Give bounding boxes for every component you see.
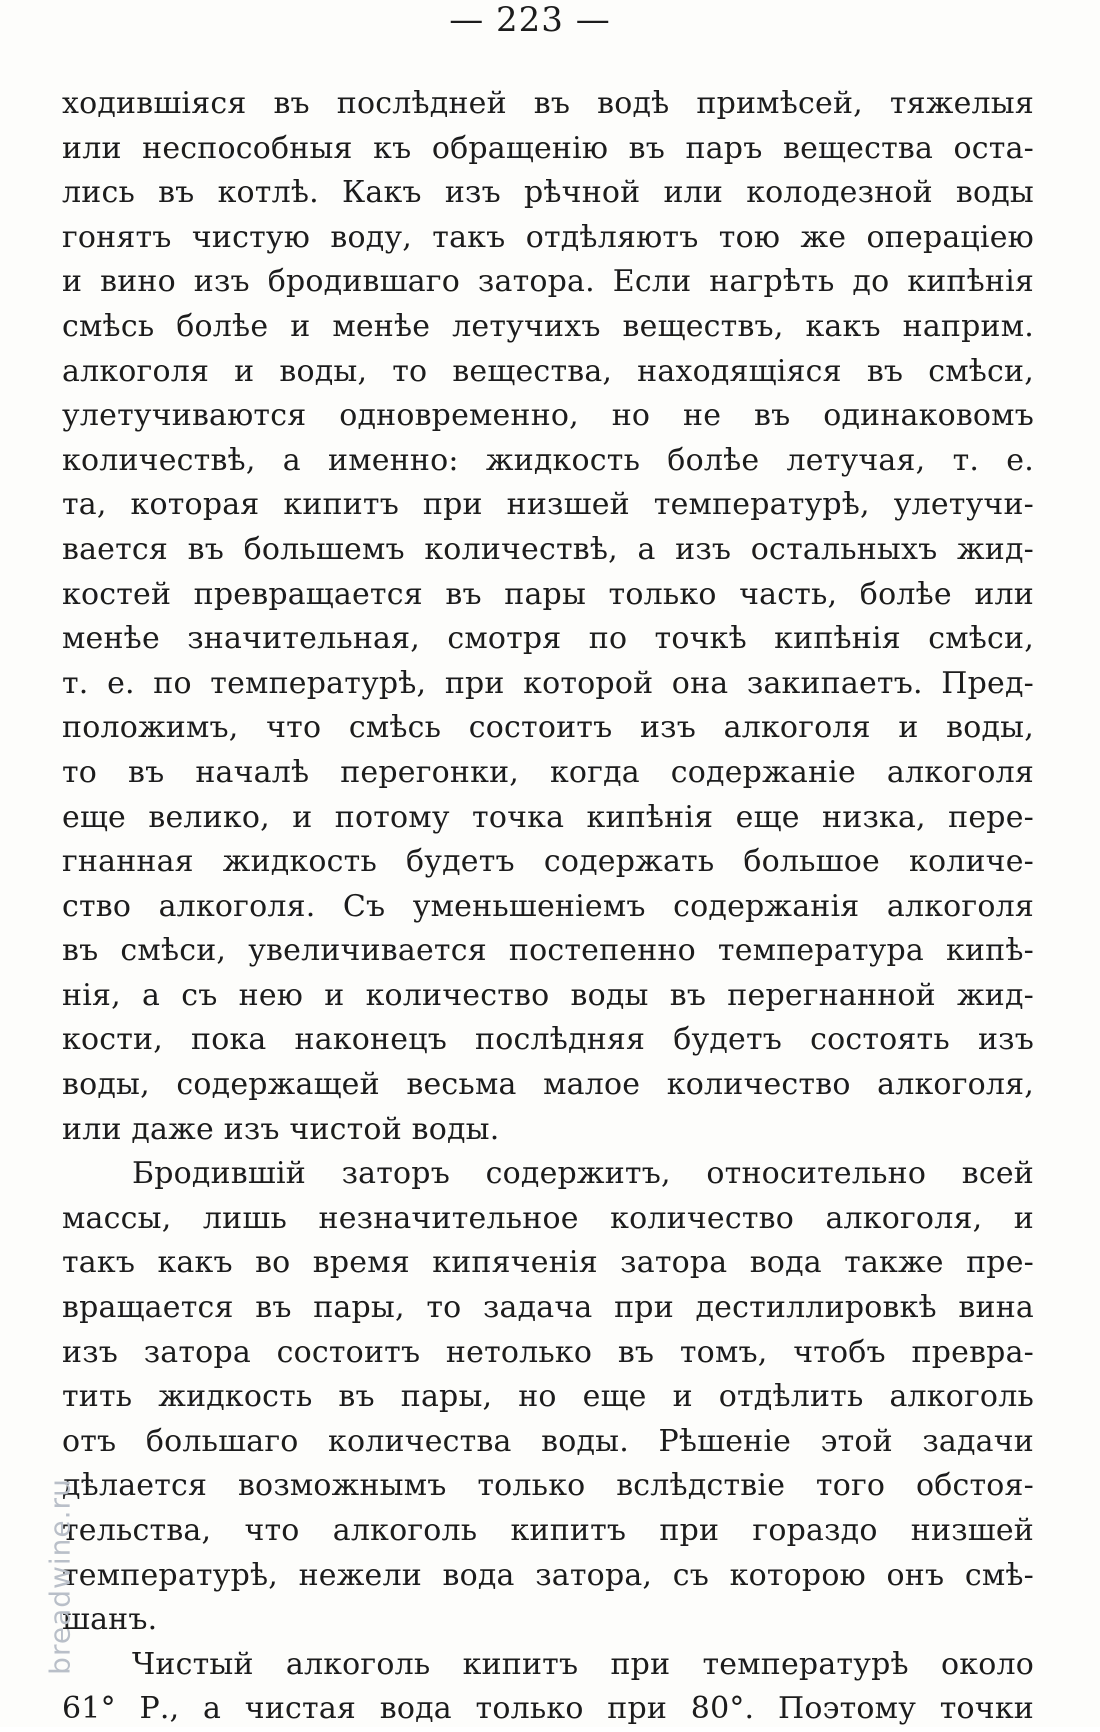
text-line: улетучиваются одновременно, но не въ одинаковомъ [62,398,1034,434]
text-line: нія, а съ нею и количество воды въ перегнанной жид- [62,977,1034,1013]
text-line: положимъ, что смѣсь состоитъ изъ алкоголя и воды, [62,710,1034,746]
page-number: — 223 — [449,0,611,40]
text-line: отъ большаго количества воды. Рѣшеніе этой задачи [62,1423,1034,1459]
text-line: вается въ большемъ количествѣ, а изъ остальныхъ жид- [62,531,1034,567]
text-line: изъ затора состоитъ нетолько въ томъ, чтобъ превра- [62,1334,1034,1370]
text-line: и вино изъ бродившаго затора. Если нагрѣть до кипѣнія [62,264,1034,300]
text-line: въ смѣси, увеличивается постепенно температура кипѣ- [62,933,1034,969]
text-line: тельства, что алкоголь кипитъ при гораздо низшей [62,1513,1034,1548]
text-line: еще велико, и потому точка кипѣнія еще низка, пере- [62,799,1034,835]
text-line: алкоголя и воды, то вещества, находящіяся въ смѣси, [62,353,1034,389]
text-line: шанъ. [62,1602,158,1638]
text-line: ство алкоголя. Съ уменьшеніемъ содержанія алкоголя [62,888,1034,924]
text-line: количествѣ, а именно: жидкость болѣе летучая, т. е. [62,442,1034,478]
text-line: лись въ котлѣ. Какъ изъ рѣчной или колодезной воды [62,175,1034,211]
text-line: воды, содержащей весьма малое количество алкоголя, [62,1067,1034,1103]
watermark: breadwine.ru [43,1478,77,1675]
text-line: тить жидкость въ пары, но еще и отдѣлить алкоголь [62,1379,1034,1415]
text-line: температурѣ, нежели вода затора, съ которою онъ смѣ- [62,1557,1034,1593]
text-line: менѣе значительная, смотря по точкѣ кипѣнія смѣси, [62,621,1034,657]
text-line: 61° Р., а чистая вода только при 80°. Поэтому точки [62,1691,1034,1727]
text-line: или неспособныя къ обращенію въ паръ вещества оста- [62,130,1034,166]
text-line: ходившіяся въ послѣдней въ водѣ примѣсей, тяжелыя [62,86,1034,121]
text-line: смѣсь болѣе и менѣе летучихъ веществъ, какъ наприм. [62,308,1034,344]
text-line: гнанная жидкость будетъ содержать большое количе- [62,844,1034,880]
text-line: массы, лишь незначительное количество алкоголя, и [62,1200,1034,1236]
text-line: дѣлается возможнымъ только вслѣдствіе того обстоя- [62,1468,1034,1504]
paragraph [62,1152,1034,1643]
text-line: кости, пока наконецъ послѣдняя будетъ состоять изъ [62,1022,1034,1058]
text-line: Чистый алкоголь кипитъ при температурѣ около [132,1646,1034,1682]
text-line: такъ какъ во время кипяченія затора вода также пре- [62,1245,1034,1281]
text-line: Бродившій заторъ содержитъ, относительно всей [132,1156,1034,1192]
text-line: т. е. по температурѣ, при которой она закипаетъ. Пред- [62,665,1034,701]
text-line: то въ началѣ перегонки, когда содержаніе алкоголя [62,754,1034,790]
text-line: или даже изъ чистой воды. [62,1111,500,1147]
text-line: гонятъ чистую воду, такъ отдѣляютъ тою же операціею [62,219,1034,255]
text-line: та, которая кипитъ при низшей температурѣ, улетучи- [62,487,1034,523]
paragraph [62,82,1034,1152]
text-line: вращается въ пары, то задача при дестиллировкѣ вина [62,1290,1034,1326]
body-text [62,82,1034,1732]
paragraph [62,1643,1034,1732]
text-line: костей превращается въ пары только часть, болѣе или [62,576,1034,612]
